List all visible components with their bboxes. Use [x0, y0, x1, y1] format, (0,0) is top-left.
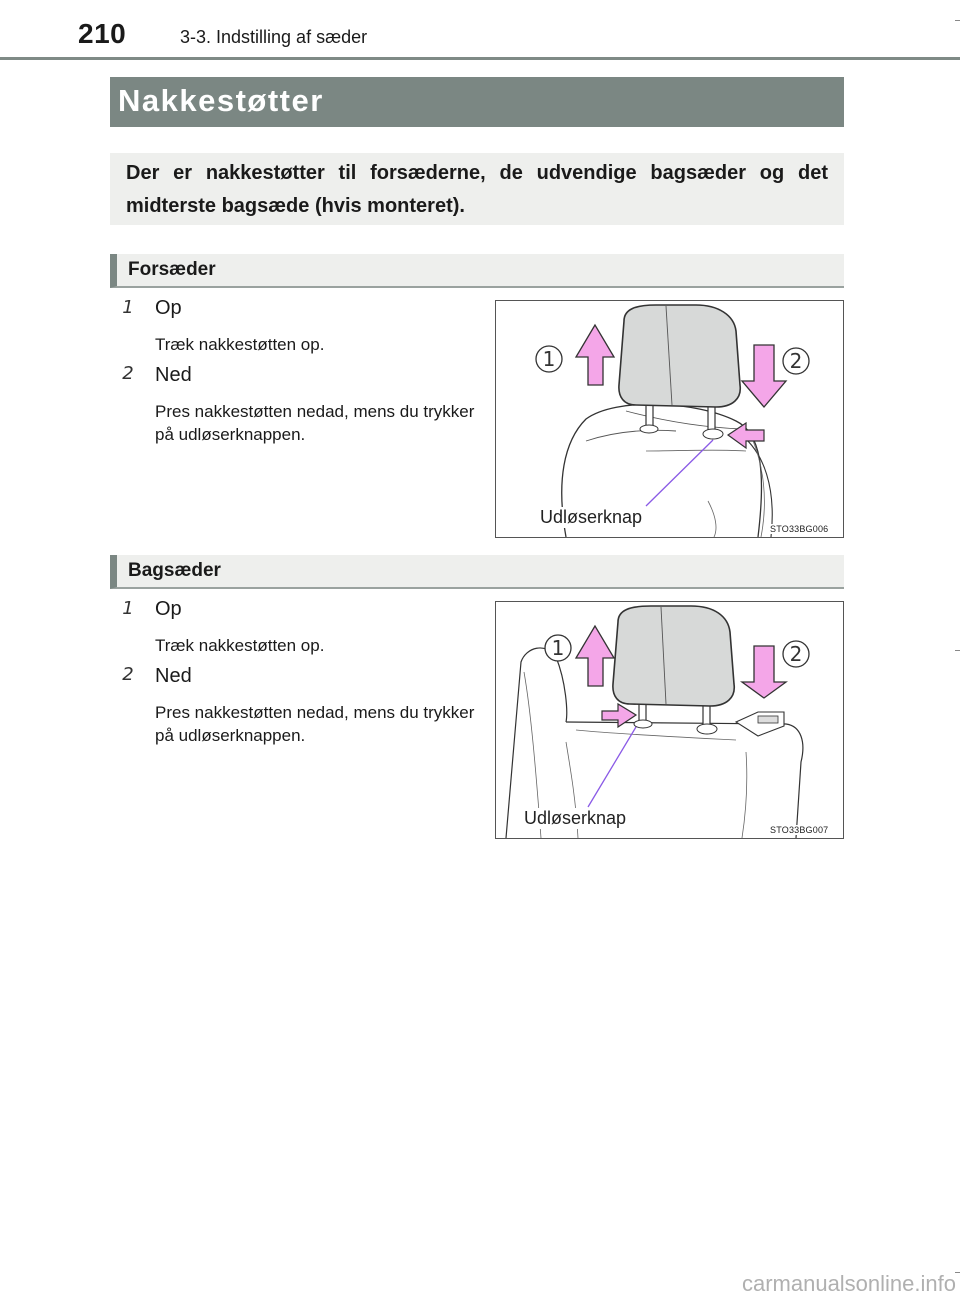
section-heading-front-seats [110, 254, 844, 288]
figure-callout-2: 2 [789, 642, 803, 666]
running-head: 3-3. Indstilling af sæder [180, 27, 368, 47]
section-heading-label: Bagsæder [128, 560, 221, 581]
page-title: Nakkestøtter [118, 83, 324, 118]
crop-mark [955, 650, 960, 651]
figure-label-release-button: Udløserknap [540, 507, 643, 527]
figure-label-release-button: Udløserknap [524, 808, 627, 828]
front-headrest-illustration [495, 300, 844, 538]
figure-callout-2: 2 [789, 349, 803, 373]
step-number-badge: 1 [122, 297, 134, 318]
intro-box [110, 153, 844, 225]
step-number-badge: 2 [122, 363, 134, 384]
step-description: Pres nakkestøtten nedad, mens du trykker på udløserknappen. [155, 703, 475, 745]
step-description: Træk nakkestøtten op. [155, 636, 325, 655]
header-rule [0, 57, 960, 60]
section-heading-rear-seats [110, 555, 844, 589]
crop-mark [955, 20, 960, 21]
watermark: carmanualsonline.info [741, 1271, 956, 1296]
rear-headrest-illustration [495, 601, 844, 839]
figure-callout-1: 1 [542, 347, 556, 371]
front-seat-drawing [496, 301, 843, 537]
section-heading-label: Forsæder [128, 259, 216, 280]
figure-callout-1: 1 [551, 636, 565, 660]
intro-text: Der er nakkestøtter til forsæderne, de udvendige bagsæder og det midterste bagsæde (hvis monteret). [126, 162, 828, 217]
figure-code: STO33BG007 [770, 825, 829, 835]
step-title: Ned [155, 665, 192, 687]
step-title: Op [155, 598, 182, 620]
step-title: Op [155, 297, 182, 319]
step-number-badge: 1 [122, 598, 134, 619]
figure-code: STO33BG006 [770, 524, 829, 534]
page-number: 210 [78, 18, 127, 49]
step-number-badge: 2 [122, 664, 134, 685]
step-title: Ned [155, 364, 192, 386]
step-description: Pres nakkestøtten nedad, mens du trykker på udløserknappen. [155, 402, 475, 444]
title-band [110, 77, 844, 127]
step-description: Træk nakkestøtten op. [155, 335, 325, 354]
